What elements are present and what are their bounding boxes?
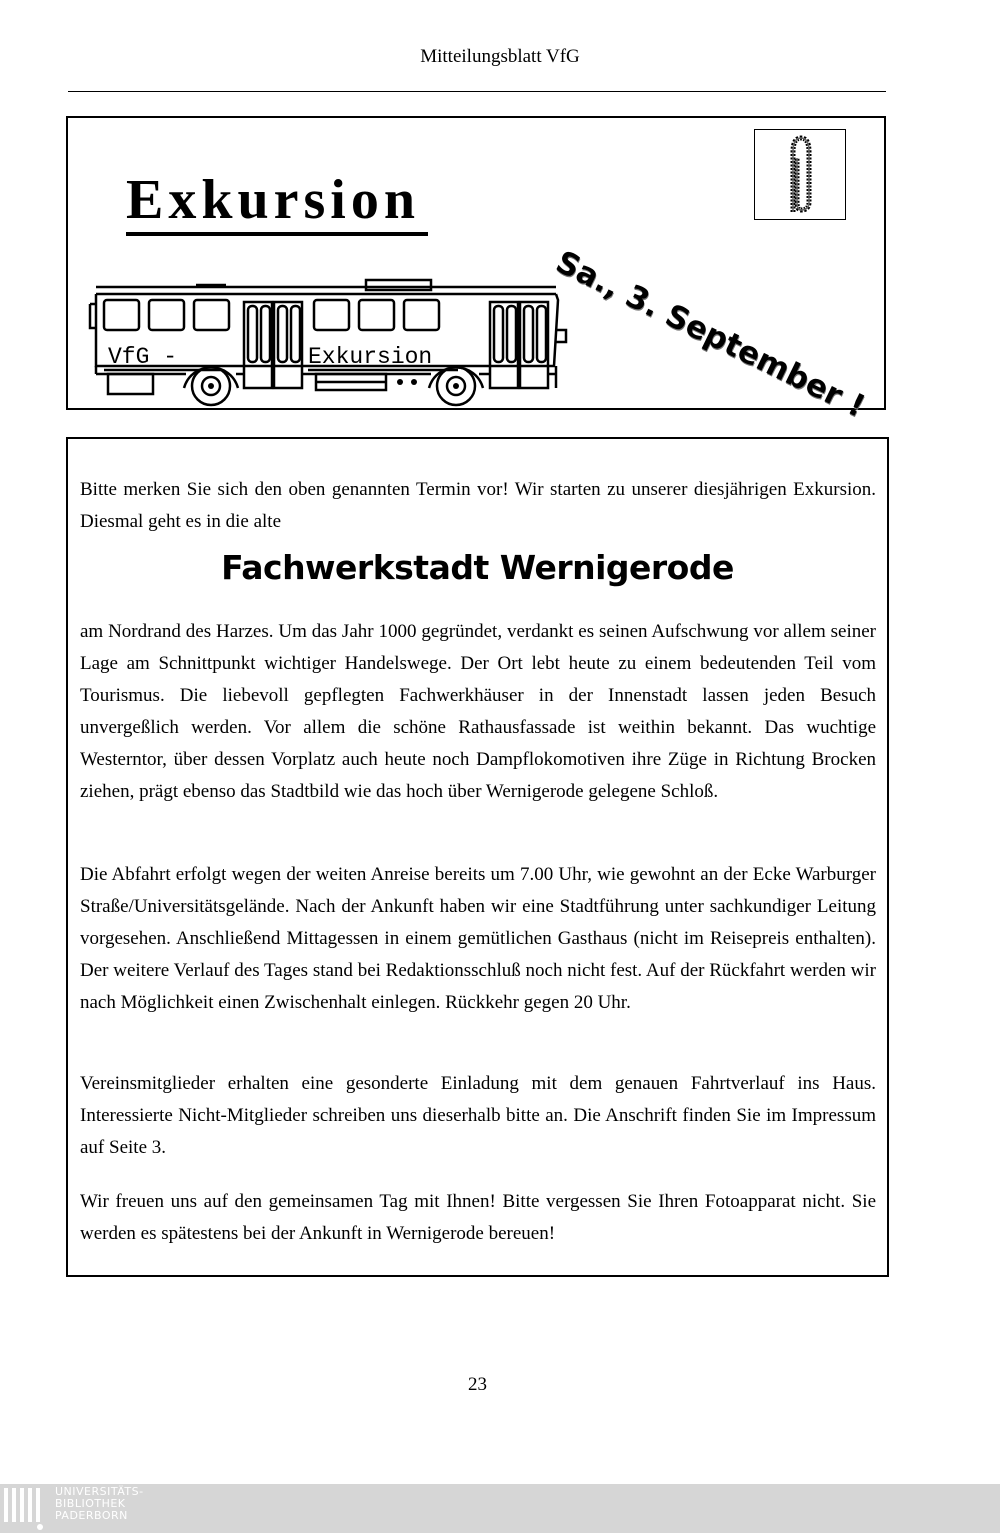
running-header: Mitteilungsblatt VfG (420, 46, 580, 67)
library-name-line2: BIBLIOTHEK (55, 1497, 126, 1510)
library-footer (0, 1484, 1000, 1533)
destination-heading: Fachwerkstadt Wernigerode (221, 548, 734, 587)
event-date: Sa., 3. September ! (550, 244, 871, 425)
intro-paragraph: Bitte merken Sie sich den oben genannten Termin vor! Wir starten zu unserer diesjährigen Exkursion. Diesmal geht es in die alte (80, 479, 876, 532)
library-logo-icon (0, 1484, 50, 1533)
paragraph-schedule: Die Abfahrt erfolgt wegen der weiten Anreise bereits um 7.00 Uhr, wie gewohnt an der Ecke Warburger Straße/Universitätsgelände. Nach der Ankunft haben wir eine Stadtführung unter sachkundiger Leitung vorgesehen. Anschließend Mittagessen in einem gemütlichen Gasthaus (nicht im Reisepreis enthalten). Der weitere Verlauf des Tages stand bei Redaktionsschluß noch nicht fest. Auf der Rückfahrt werden wir nach Möglichkeit einen Zwischenhalt einlegen. Rückkehr gegen 20 Uhr. (80, 864, 876, 1013)
library-name-line3: PADERBORN (55, 1509, 128, 1522)
paragraph-registration: Vereinsmitglieder erhalten eine gesonderte Einladung mit dem genauen Fahrtverlauf ins Haus. Interessierte Nicht-Mitglieder schreiben uns dieserhalb bitte an. Die Anschrift finden Sie im Impressum auf Seite 3. (80, 1073, 876, 1158)
bus-illustration (86, 270, 586, 408)
paperclip-frame (754, 129, 846, 220)
header-rule (68, 91, 886, 92)
library-name (55, 1486, 144, 1522)
bus-label-left: VfG - (108, 344, 178, 370)
paragraph-history: am Nordrand des Harzes. Um das Jahr 1000 gegründet, verdankt es seinen Aufschwung vor allem seiner Lage am Schnittpunkt wichtiger Handelswege. Der Ort lebt heute zu einem bedeutenden Teil vom Tourismus. Die liebevoll gepflegten Fachwerkhäuser in der Innenstadt lassen jeden Besuch unvergeßlich werden. Vor allem die schöne Rathausfassade ist weithin bekannt. Das wuchtige Westerntor, über dessen Vorplatz auch heute noch Dampflokomotiven ihre Züge in Richtung Brocken ziehen, prägt ebenso das Stadtbild wie das hoch über Wernigerode gelegene Schloß. (80, 621, 876, 802)
library-name-line1: UNIVERSITÄTS- (55, 1485, 144, 1498)
banner-title: Exkursion (126, 169, 420, 231)
bus-label-right: Exkursion (308, 344, 433, 370)
paragraph-closing: Wir freuen uns auf den gemeinsamen Tag mit Ihnen! Bitte vergessen Sie Ihren Fotoapparat nicht. Sie werden es spätestens bei der Ankunft in Wernigerode bereuen! (80, 1191, 876, 1244)
page-number: 23 (468, 1374, 487, 1395)
banner-title-underline (126, 232, 428, 236)
bus-icon (86, 270, 586, 408)
paperclip-icon (755, 130, 845, 218)
